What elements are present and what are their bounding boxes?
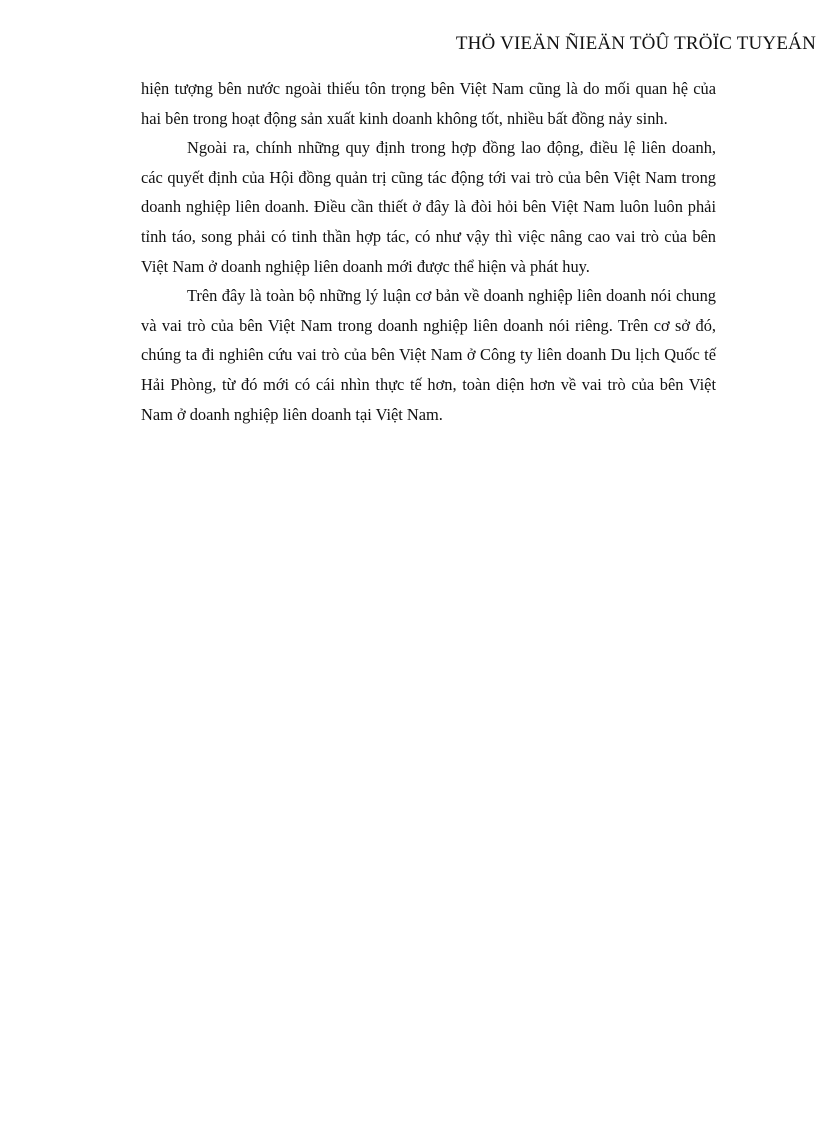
paragraph-contract-regulations: Ngoài ra, chính những quy định trong hợp đồng lao động, điều lệ liên doanh, các quyết định của Hội đồng quản trị cũng tác động tới vai trò của bên Việt Nam trong doanh nghiệp liên doanh. Điều cần thiết ở đây là đòi hỏi bên Việt Nam luôn luôn phải tỉnh táo, song phải có tinh thần hợp tác, có như vậy thì việc nâng cao vai trò của bên Việt Nam ở doanh nghiệp liên doanh mới được thể hiện và phát huy.: [141, 138, 716, 276]
paragraph-continuation: hiện tượng bên nước ngoài thiếu tôn trọng bên Việt Nam cũng là do mối quan hệ của hai bên trong hoạt động sản xuất kinh doanh không tốt, nhiều bất đồng nảy sinh.: [141, 79, 716, 128]
document-body: [141, 74, 716, 429]
paragraph-conclusion: Trên đây là toàn bộ những lý luận cơ bản về doanh nghiệp liên doanh nói chung và vai trò của bên Việt Nam trong doanh nghiệp liên doanh nói riêng. Trên cơ sở đó, chúng ta đi nghiên cứu vai trò của bên Việt Nam ở Công ty liên doanh Du lịch Quốc tế Hải Phòng, từ đó mới có cái nhìn thực tế hơn, toàn diện hơn về vai trò của bên Việt Nam ở doanh nghiệp liên doanh tại Việt Nam.: [141, 286, 716, 424]
page-header-title: THÖ VIEÄN ÑIEÄN TÖÛ TRÖÏC TUYEÁN: [455, 33, 816, 54]
